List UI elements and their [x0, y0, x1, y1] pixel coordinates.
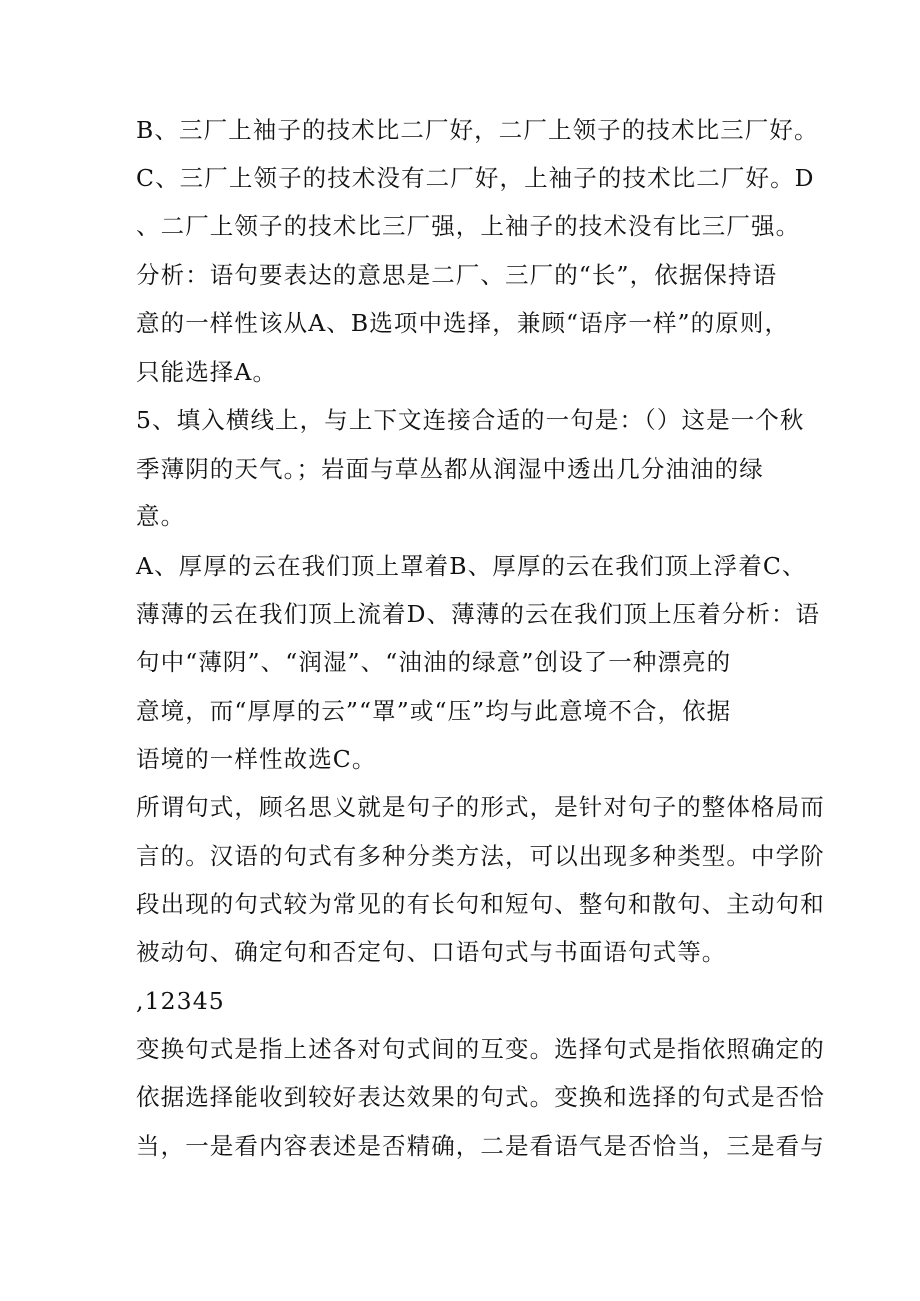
text-line: 变换句式是指上述各对句式间的互变。选择句式是指依照确定的 [136, 1035, 825, 1063]
text-line: 被动句、确定句和否定句、口语句式与书面语句式等。 [136, 938, 727, 966]
text-line: B、三厂上袖子的技术比二厂好，二厂上领子的技术比三厂好。 [136, 116, 819, 144]
text-line: 段出现的句式较为常见的有长句和短句、整句和散句、主动句和 [136, 890, 825, 918]
text-line: 语境的一样性故选C。 [136, 745, 377, 773]
text-line: 言的。汉语的句式有多种分类方法，可以出现多种类型。中学阶 [136, 842, 825, 870]
text-line: 5、填入横线上，与上下文连接合适的一句是：（）这是一个秋 [136, 406, 805, 434]
text-line: A、厚厚的云在我们顶上罩着B、厚厚的云在我们顶上浮着C、 [136, 552, 807, 580]
text-line: 意的一样性该从A、B选项中选择，兼顾“语序一样”的原则， [136, 309, 790, 337]
text-line: 意。 [136, 502, 186, 530]
text-line: 依据选择能收到较好表达效果的句式。变换和选择的句式是否恰 [136, 1083, 825, 1111]
text-line: 所谓句式，顾名思义就是句子的形式，是针对句子的整体格局而 [136, 793, 825, 821]
text-line: ,12345 [136, 987, 225, 1015]
text-line: 分析：语句要表达的意思是二厂、三厂的“长”，依据保持语 [136, 261, 778, 289]
text-line: 意境，而“厚厚的云”“罩”或“压”均与此意境不合，依据 [136, 697, 732, 725]
text-line: C、三厂上领子的技术没有二厂好，上袖子的技术比二厂好。D [136, 164, 815, 192]
text-line: 当，一是看内容表述是否精确，二是看语气是否恰当，三是看与 [136, 1132, 825, 1160]
text-line: 只能选择A。 [136, 358, 278, 386]
text-line: 、二厂上领子的技术比三厂强，上袖子的技术没有比三厂强。 [136, 212, 801, 240]
text-line: 句中“薄阴”、“润湿”、“油油的绿意”创设了一种漂亮的 [136, 648, 732, 676]
text-line: 薄薄的云在我们顶上流着D、薄薄的云在我们顶上压着分析：语 [136, 600, 821, 628]
text-line: 季薄阴的天气。；岩面与草丛都从润湿中透出几分油油的绿 [136, 455, 764, 483]
